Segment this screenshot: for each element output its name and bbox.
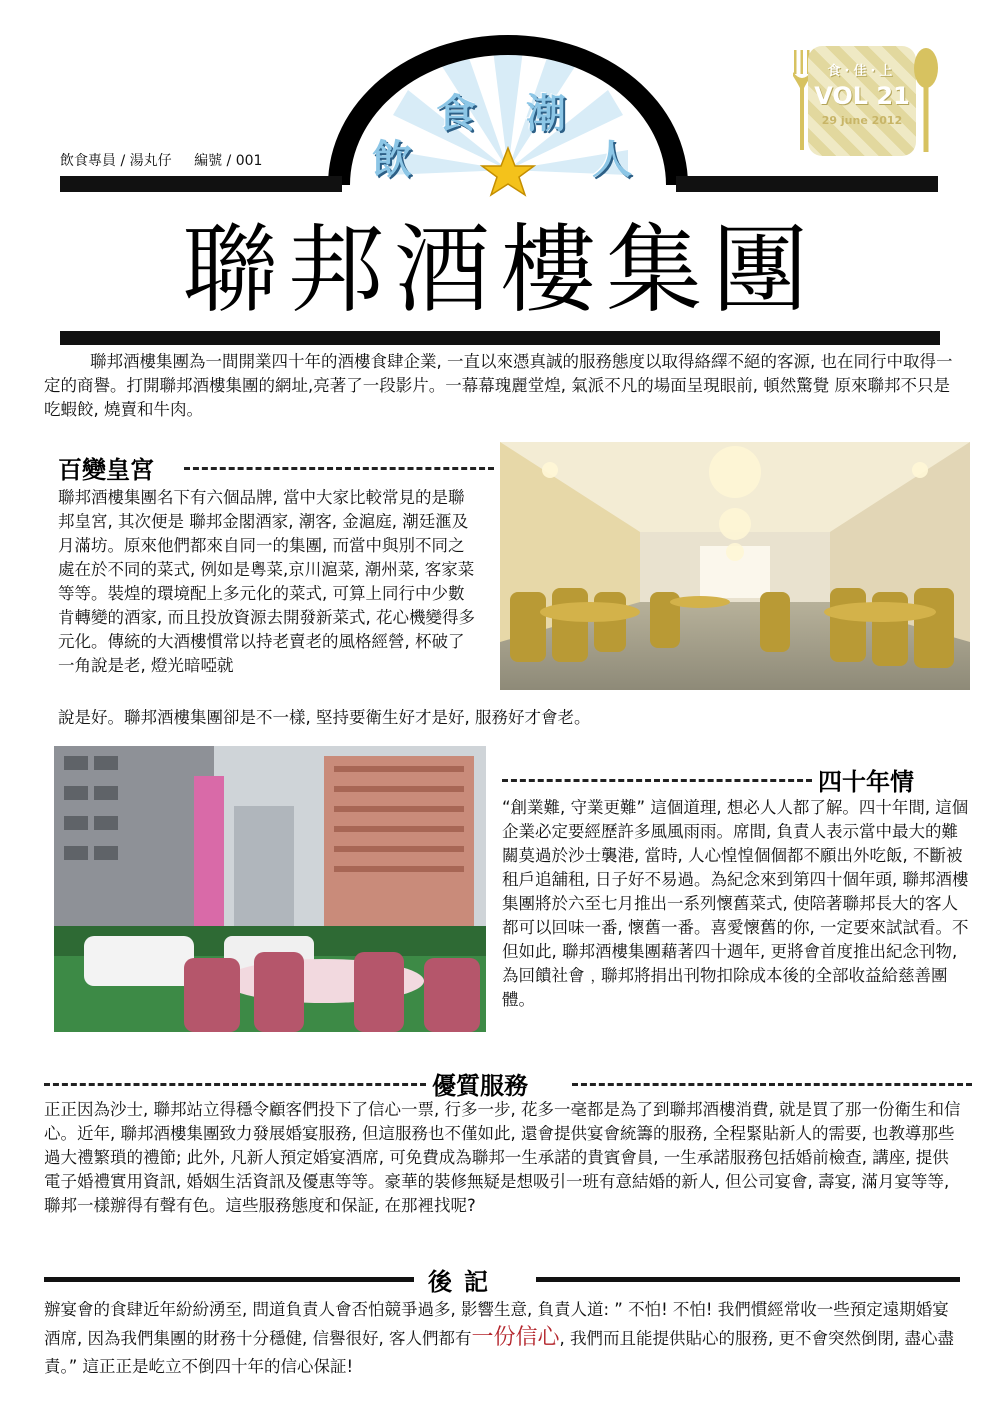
masthead-rule-right [676, 176, 938, 192]
byline [60, 150, 280, 170]
section-dash-rule [44, 1083, 426, 1086]
forty-years-paragraph: “創業難, 守業更難” 這個道理, 想必人人都了解。四十年間, 這個企業必定要經歷許多風風雨雨。席間, 負責人表示當中最大的難關莫過於沙士襲港, 當時, 人心惶惶個個都不願出外吃飯, 不斷被租戶追舖租, 日子好不易過。為紀念來到第四十個年頭, 聯邦酒樓集團將於六至七月推出一系列懷舊菜式, 使陪著聯邦長大的客人都可以回味一番, 懷舊一番。喜愛懷舊的你, 一定要來試試看。不但如此, 聯邦酒樓集團藉著四十週年, 更將會首度推出紀念刊物, 為回饋社會﹐聯邦將捐出刊物扣除成本後的全部收益給慈善團體。 [502, 798, 969, 1009]
section-dash-rule [572, 1083, 972, 1086]
logo-char-1: 飲 [372, 136, 412, 183]
section-heading-afterword: 後記 [428, 1268, 500, 1296]
palace-paragraph-tail: 說是好。聯邦酒樓集團卻是不一樣, 堅持要衛生好才是好, 服務好才會老。 [58, 708, 591, 727]
section-dash-rule [184, 467, 494, 470]
section-bar [536, 1277, 960, 1282]
intro-paragraph: 聯邦酒樓集團為一間開業四十年的酒樓食肆企業, 一直以來憑真誠的服務態度以取得絡繹不絕的客源, 也在同行中取得一定的商譽。打開聯邦酒樓集團的網址,亮著了一段影片。一幕幕瑰麗堂煌, 氣派不凡的場面呈現眼前, 頓然驚覺 原來聯邦不只是吃蝦餃, 燒賣和牛肉。 [44, 352, 953, 419]
afterword-text: 辦宴會的食肆近年紛紛湧至, 問道負責人會否怕競爭過多, 影響生意, 負責人道: ” 不怕! 不怕! 我們慣經常收一些預定遠期婚宴酒席, 因為我們集團的財務十分穩健, 信譽很好, 客人們都有 [44, 1300, 949, 1348]
banquet-hall-photo [500, 442, 970, 690]
masthead-rule-left [60, 176, 342, 192]
logo-char-2: 食 [436, 90, 476, 137]
afterword-paragraph [44, 1296, 964, 1381]
byline-number: 編號 / 001 [194, 153, 263, 169]
logo-char-3: 潮 [526, 90, 566, 137]
byline-author: 飲食專員 / 湯丸仔 [60, 153, 172, 169]
service-paragraph: 正正因為沙士, 聯邦站立得穩令顧客們投下了信心一票, 行多一步, 花多一毫都是為了到聯邦酒樓消費, 就是買了那一份衛生和信心。近年, 聯邦酒樓集團致力發展婚宴服務, 但這服務也不僅如此, 還會提供宴會統籌的服務, 全程緊貼新人的需要, 也教導那些過大禮繁瑣的禮節; 此外, 凡新人預定婚宴酒席, 可免費成為聯邦一生承諾的貴賓會員, 一生承諾服務包括婚前檢查, 講座, 提供電子婚禮實用資訊, 婚姻生活資訊及優惠等等。豪華的裝修無疑是想吸引一班有意結婚的新人, 但公司宴會, 壽宴, 滿月宴等等, 聯邦一樣辦得有聲有色。這些服務態度和保証, 在那裡找呢? [44, 1100, 961, 1215]
afterword-text-end: , 我們而且能提供貼心的服務, 更不會突然倒閉, 盡心盡責。” 這正正是屹立不倒四十年的信心保証! [44, 1329, 954, 1376]
section-heading-palace: 百變皇宮 [58, 456, 154, 484]
spoon-icon [912, 48, 940, 152]
volume-badge [808, 46, 916, 156]
title-rule [60, 331, 940, 345]
logo-char-4: 人 [592, 136, 632, 183]
section-bar [44, 1277, 414, 1282]
page-title: 聯邦酒樓集團 [182, 214, 818, 326]
section-heading-forty-years: 四十年情 [818, 768, 914, 796]
terrace-photo [54, 746, 486, 1032]
section-heading-service: 優質服務 [432, 1072, 528, 1100]
palace-paragraph: 聯邦酒樓集團名下有六個品牌, 當中大家比較常見的是聯邦皇宮, 其次便是 聯邦金閣酒家, 潮客, 金滬庭, 潮廷滙及月滿坊。原來他們都來自同一的集團, 而當中與別不同之處在於不同的菜式, 例如是粵菜,京川滬菜, 潮州菜, 客家菜等等。裝煌的環境配上多元化的菜式, 可算上同行中少數肯轉變的酒家, 而且投放資源去開發新菜式, 花心機變得多元化。傳統的大酒樓慣常以持老賣老的風格經營, 杯破了一角說是老, 燈光暗啞就 [58, 488, 475, 675]
badge-top-text: 食·佳·上 [827, 64, 897, 79]
afterword-highlight: 一份信心 [471, 1325, 560, 1350]
section-dash-rule [502, 779, 812, 782]
star-icon [482, 148, 534, 195]
badge-date: 29 june 2012 [821, 114, 903, 127]
badge-volume: VOL 21 [814, 82, 910, 110]
